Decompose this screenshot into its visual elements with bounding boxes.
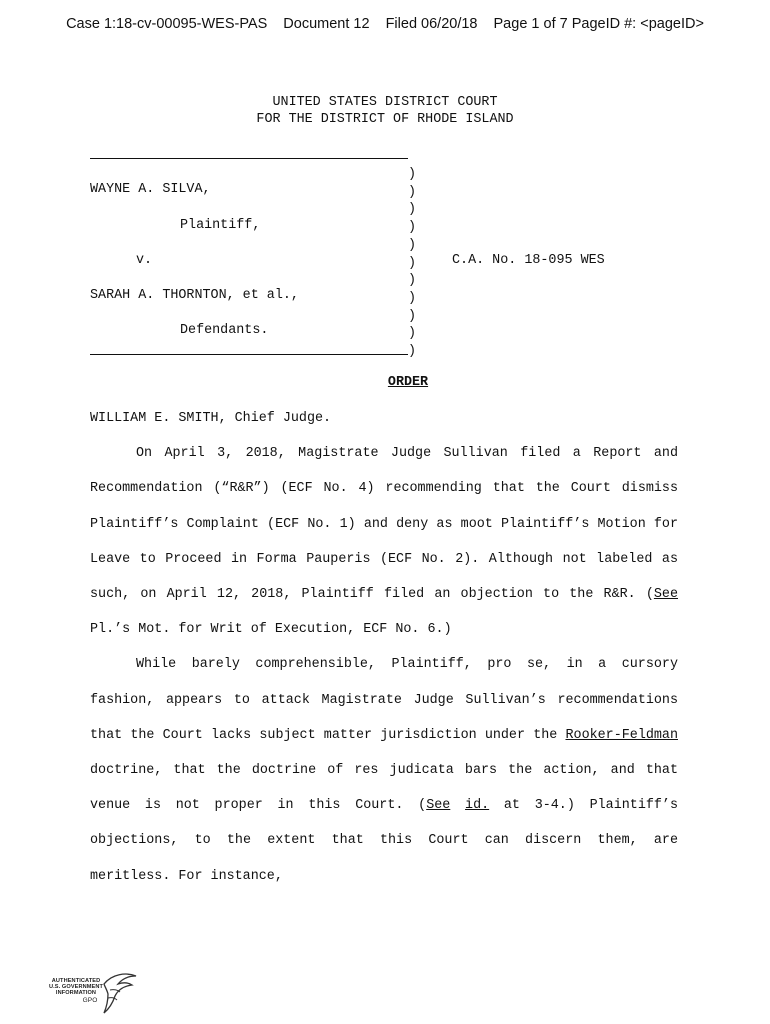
see-citation: See: [653, 587, 678, 603]
defendant-name: SARAH A. THORNTON, et al.,: [90, 288, 299, 303]
versus: v.: [136, 253, 153, 268]
gpo-authentication-stamp: AUTHENTICATED U.S. GOVERNMENT INFORMATION GPO: [44, 970, 134, 1016]
order-title: ORDER: [387, 375, 429, 390]
plaintiff-role: Plaintiff,: [180, 218, 261, 233]
paragraph-2: While barely comprehensible, Plaintiff, pro se, in a cursory fashion, appears to attack Magistrate Judge Sullivan’s recommendations that the Court lacks subject matter jurisdiction under the Rooker-Feldman doctrine, that the doctrine of res judicata bars the action, and that venue is not proper in this Court. (See id. at 3-4.) Plaintiff’s objections, to the extent that this Court can discern them, are meritless. For instance,: [90, 657, 679, 884]
caption-parentheses: ) ) ) ) ) ) ) ) ) ) ): [408, 167, 417, 360]
page-id: Page 1 of 7 PageID #: <pageID>: [493, 16, 704, 32]
order-body: [90, 401, 678, 894]
document-header: [0, 16, 770, 32]
rooker-feldman: Rooker-Feldman: [565, 727, 678, 743]
eagle-icon: [98, 970, 138, 1014]
court-name-line1: UNITED STATES DISTRICT COURT: [272, 95, 498, 110]
filed-date: Filed 06/20/18: [385, 16, 478, 32]
defendant-role: Defendants.: [180, 323, 269, 338]
id-citation: id.: [465, 798, 490, 814]
case-caption: [90, 144, 690, 359]
document-number: Document 12: [283, 16, 370, 32]
judge-line: WILLIAM E. SMITH, Chief Judge.: [90, 411, 332, 426]
see-citation-2: See: [426, 798, 451, 814]
caption-top-rule: [90, 158, 408, 159]
plaintiff-name: WAYNE A. SILVA,: [90, 182, 211, 197]
case-number: C.A. No. 18-095 WES: [452, 253, 605, 268]
court-name-line2: FOR THE DISTRICT OF RHODE ISLAND: [256, 112, 514, 127]
caption-bottom-rule: [90, 354, 408, 355]
case-number-header: Case 1:18-cv-00095-WES-PAS: [66, 16, 268, 32]
paragraph-1: On April 3, 2018, Magistrate Judge Sullivan filed a Report and Recommendation (“R&R”) (ECF No. 4) recommending that the Court dismiss Plaintiff’s Complaint (ECF No. 1) and deny as moot Plaintiff’s Motion for Leave to Proceed in Forma Pauperis (ECF No. 2). Although not labeled as such, on April 12, 2018, Plaintiff filed an objection to the R&R. (See Pl.’s Mot. for Writ of Execution, ECF No. 6.): [90, 446, 678, 638]
